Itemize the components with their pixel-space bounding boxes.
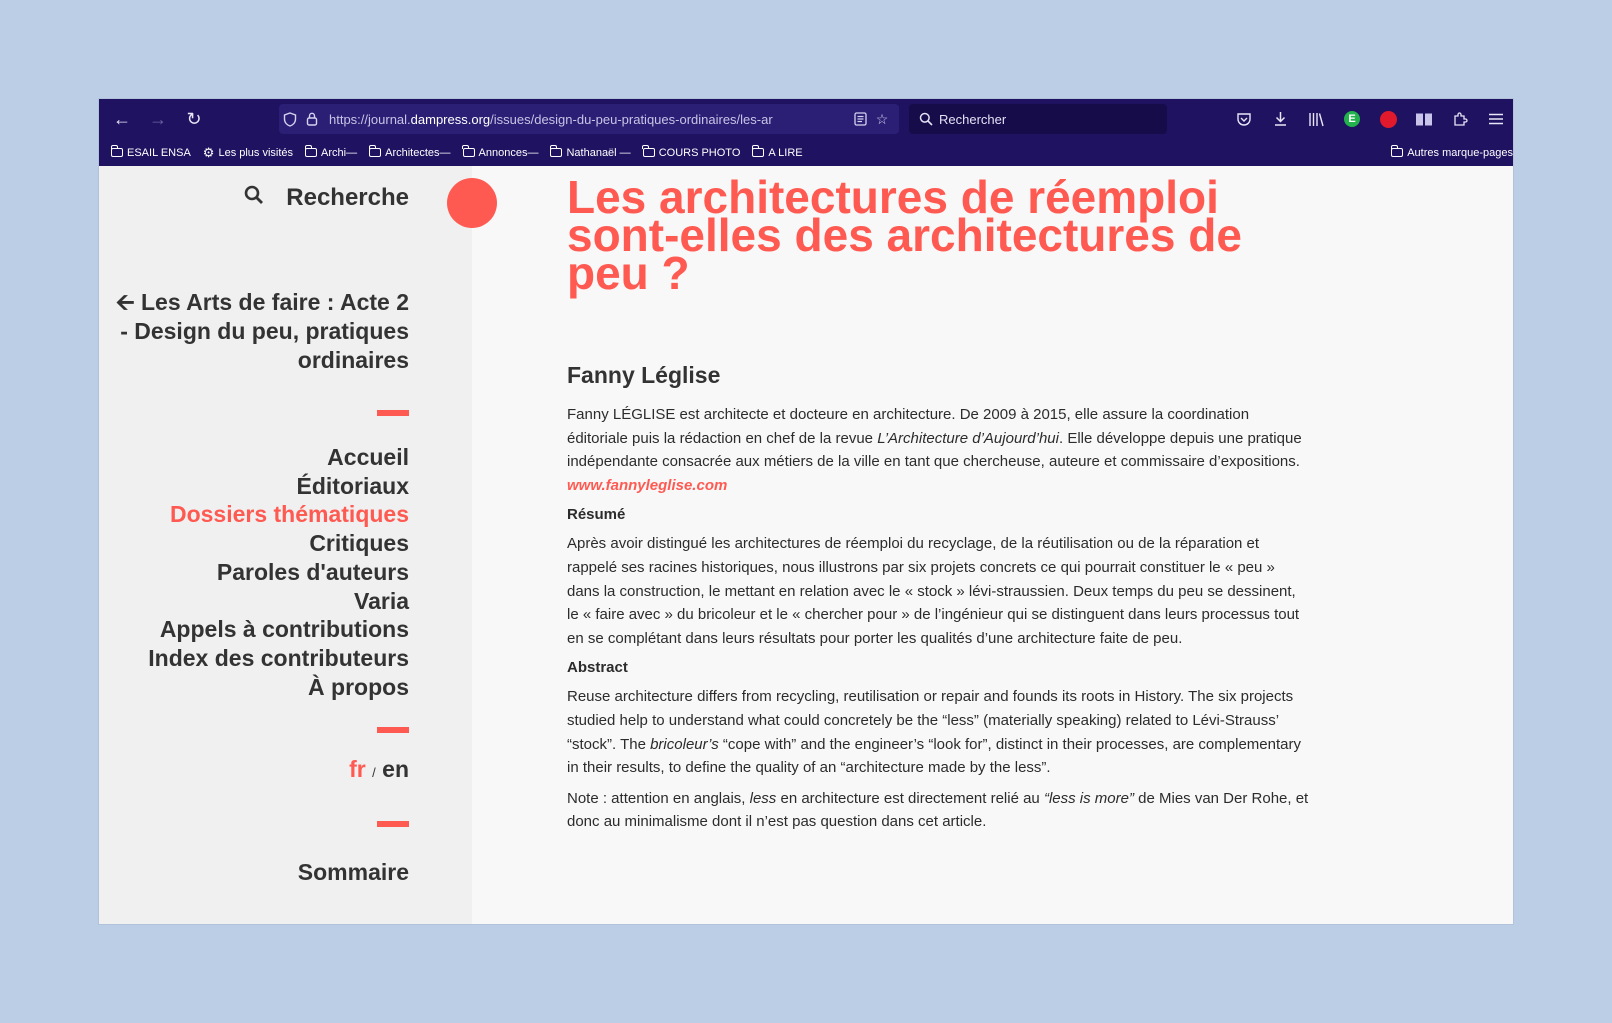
nav-item-editoriaux[interactable]: Éditoriaux <box>296 472 409 499</box>
download-icon[interactable] <box>1267 106 1293 132</box>
forward-button[interactable]: → <box>149 108 167 129</box>
folder-icon <box>369 148 381 157</box>
sommaire-link[interactable]: Sommaire <box>297 859 409 885</box>
bookmark-folder[interactable]: COURS PHOTO <box>643 147 741 159</box>
abstract-text: Reuse architecture differs from recycling, reutilisation or repair and founds its roots in History. The six projects studied help to understand what could concretely be the “less” (materially speaking) related to Lévi-Strauss’ “stock”. The bricoleur’s “cope with” and the engineer’s “look for”, distinct in their processes, are complementary in their results, to define the quality of an “architecture made by the less”. <box>567 688 1301 777</box>
folder-icon <box>550 148 562 157</box>
author-website-link[interactable]: www.fannyleglise.com <box>567 476 728 494</box>
folder-icon <box>305 148 317 157</box>
url-text[interactable]: https://journal.dampress.org/issues/design-du-peu-pratiques-ordinaires/les-ar <box>329 111 773 127</box>
other-bookmarks[interactable]: Autres marque-pages <box>1391 139 1513 166</box>
address-bar[interactable] <box>279 104 899 134</box>
article <box>567 166 1467 834</box>
search-icon <box>919 112 933 126</box>
bookmark-folder[interactable]: A LIRE <box>752 147 802 159</box>
bookmark-folder[interactable]: ESAIL ENSA <box>111 147 191 159</box>
nav-item-index-contributeurs[interactable]: Index des contributeurs <box>148 644 409 671</box>
folder-icon <box>111 148 123 157</box>
lang-fr[interactable]: fr <box>349 756 366 782</box>
divider <box>377 410 409 416</box>
nav-item-a-propos[interactable]: À propos <box>308 673 409 700</box>
book-icon[interactable] <box>1411 106 1437 132</box>
resume-text: Après avoir distingué les architectures de réemploi du recyclage, de la réutilisation ou de la réparation et rappelé ses racines historiques, nous illustrons par six projets concrets ce qui pourrait constituer le « peu » dans la construction, le mettant en relation avec le « stock » lévi-straussien. Deux temps du peu se dessinent, le « faire avec » du bricoleur et le « chercher pour » de l’ingénieur qui se distinguent dans leurs processus tout en se complétant dans leurs résultats pour porter les qualités d’une architecture faite de peu. <box>567 535 1300 647</box>
search-label: Recherche <box>286 184 409 211</box>
sidebar <box>99 166 472 924</box>
nav-item-dossiers-thematiques[interactable]: Dossiers thématiques <box>169 501 409 528</box>
search-link[interactable] <box>99 184 409 212</box>
arrow-left-icon: 🡨 <box>115 289 141 315</box>
logo-dot[interactable] <box>447 178 497 228</box>
pocket-icon[interactable] <box>1231 106 1257 132</box>
bookmark-folder[interactable]: Annonces— <box>463 147 539 159</box>
search-icon <box>244 185 264 211</box>
browser-toolbar <box>99 99 1513 139</box>
article-title: Les architectures de réemploi sont-elles des architectures de peu ? <box>567 171 1242 299</box>
abstract-heading: Abstract <box>567 659 628 677</box>
nav-item-varia[interactable]: Varia <box>354 587 409 614</box>
issue-back-link[interactable]: 🡨 Les Arts de faire : Acte 2 - Design du peu, pratiques ordinaires <box>115 289 409 373</box>
nav-item-appels[interactable]: Appels à contributions <box>159 616 409 643</box>
folder-icon <box>752 148 764 157</box>
nav-item-paroles-auteurs[interactable]: Paroles d'auteurs <box>216 558 409 585</box>
lang-en[interactable]: en <box>382 756 409 782</box>
shield-icon[interactable] <box>279 112 301 127</box>
main-nav <box>148 443 409 701</box>
library-icon[interactable] <box>1303 106 1329 132</box>
folder-icon <box>643 148 655 157</box>
divider <box>377 821 409 827</box>
nav-item-accueil[interactable]: Accueil <box>327 444 409 470</box>
extension-red-icon[interactable] <box>1375 106 1401 132</box>
bookmarks-bar <box>99 139 1513 166</box>
gear-icon: ⚙ <box>202 144 215 160</box>
back-button[interactable]: ← <box>113 108 131 129</box>
reader-view-icon[interactable] <box>849 112 871 126</box>
language-switcher <box>349 756 409 783</box>
browser-window <box>99 99 1513 924</box>
author-bio: Fanny LÉGLISE est architecte et docteure en architecture. De 2009 à 2015, elle assure la coordination éditoriale puis la rédaction en chef de la revue L’Architecture d’Aujourd’hui. Elle développe depuis une pratique indépendante consacrée aux métiers de la ville en tant que chercheuse, auteure et commissaire d’expositions. www.fannyleglise.com <box>567 406 1302 494</box>
lock-icon[interactable] <box>301 112 323 126</box>
folder-icon <box>463 148 475 157</box>
extension-green-icon[interactable]: E <box>1339 106 1365 132</box>
nav-item-critiques[interactable]: Critiques <box>309 530 409 557</box>
bookmark-most-visited[interactable]: ⚙ Les plus visités <box>202 144 294 160</box>
search-bar[interactable] <box>909 104 1167 134</box>
search-placeholder: Rechercher <box>939 111 1007 127</box>
bookmark-folder[interactable]: Architectes— <box>369 147 450 159</box>
author-name: Fanny Léglise <box>567 362 721 388</box>
menu-icon[interactable] <box>1483 106 1509 132</box>
extensions-puzzle-icon[interactable] <box>1447 106 1473 132</box>
bookmark-folder[interactable]: Archi— <box>305 147 357 159</box>
folder-icon <box>1391 148 1403 157</box>
bookmark-folder[interactable]: Nathanaël — <box>550 147 630 159</box>
resume-heading: Résumé <box>567 506 626 524</box>
divider <box>377 727 409 733</box>
toolbar-icons <box>1231 99 1513 139</box>
bookmark-star-icon[interactable]: ☆ <box>875 110 889 127</box>
lang-separator: / <box>372 765 376 780</box>
reload-button[interactable]: ↻ <box>186 108 202 129</box>
note-text: Note : attention en anglais, less en architecture est directement relié au “less is more” de Mies van Der Rohe, et donc au minimalisme dont il n’est pas question dans cet article. <box>567 789 1309 831</box>
